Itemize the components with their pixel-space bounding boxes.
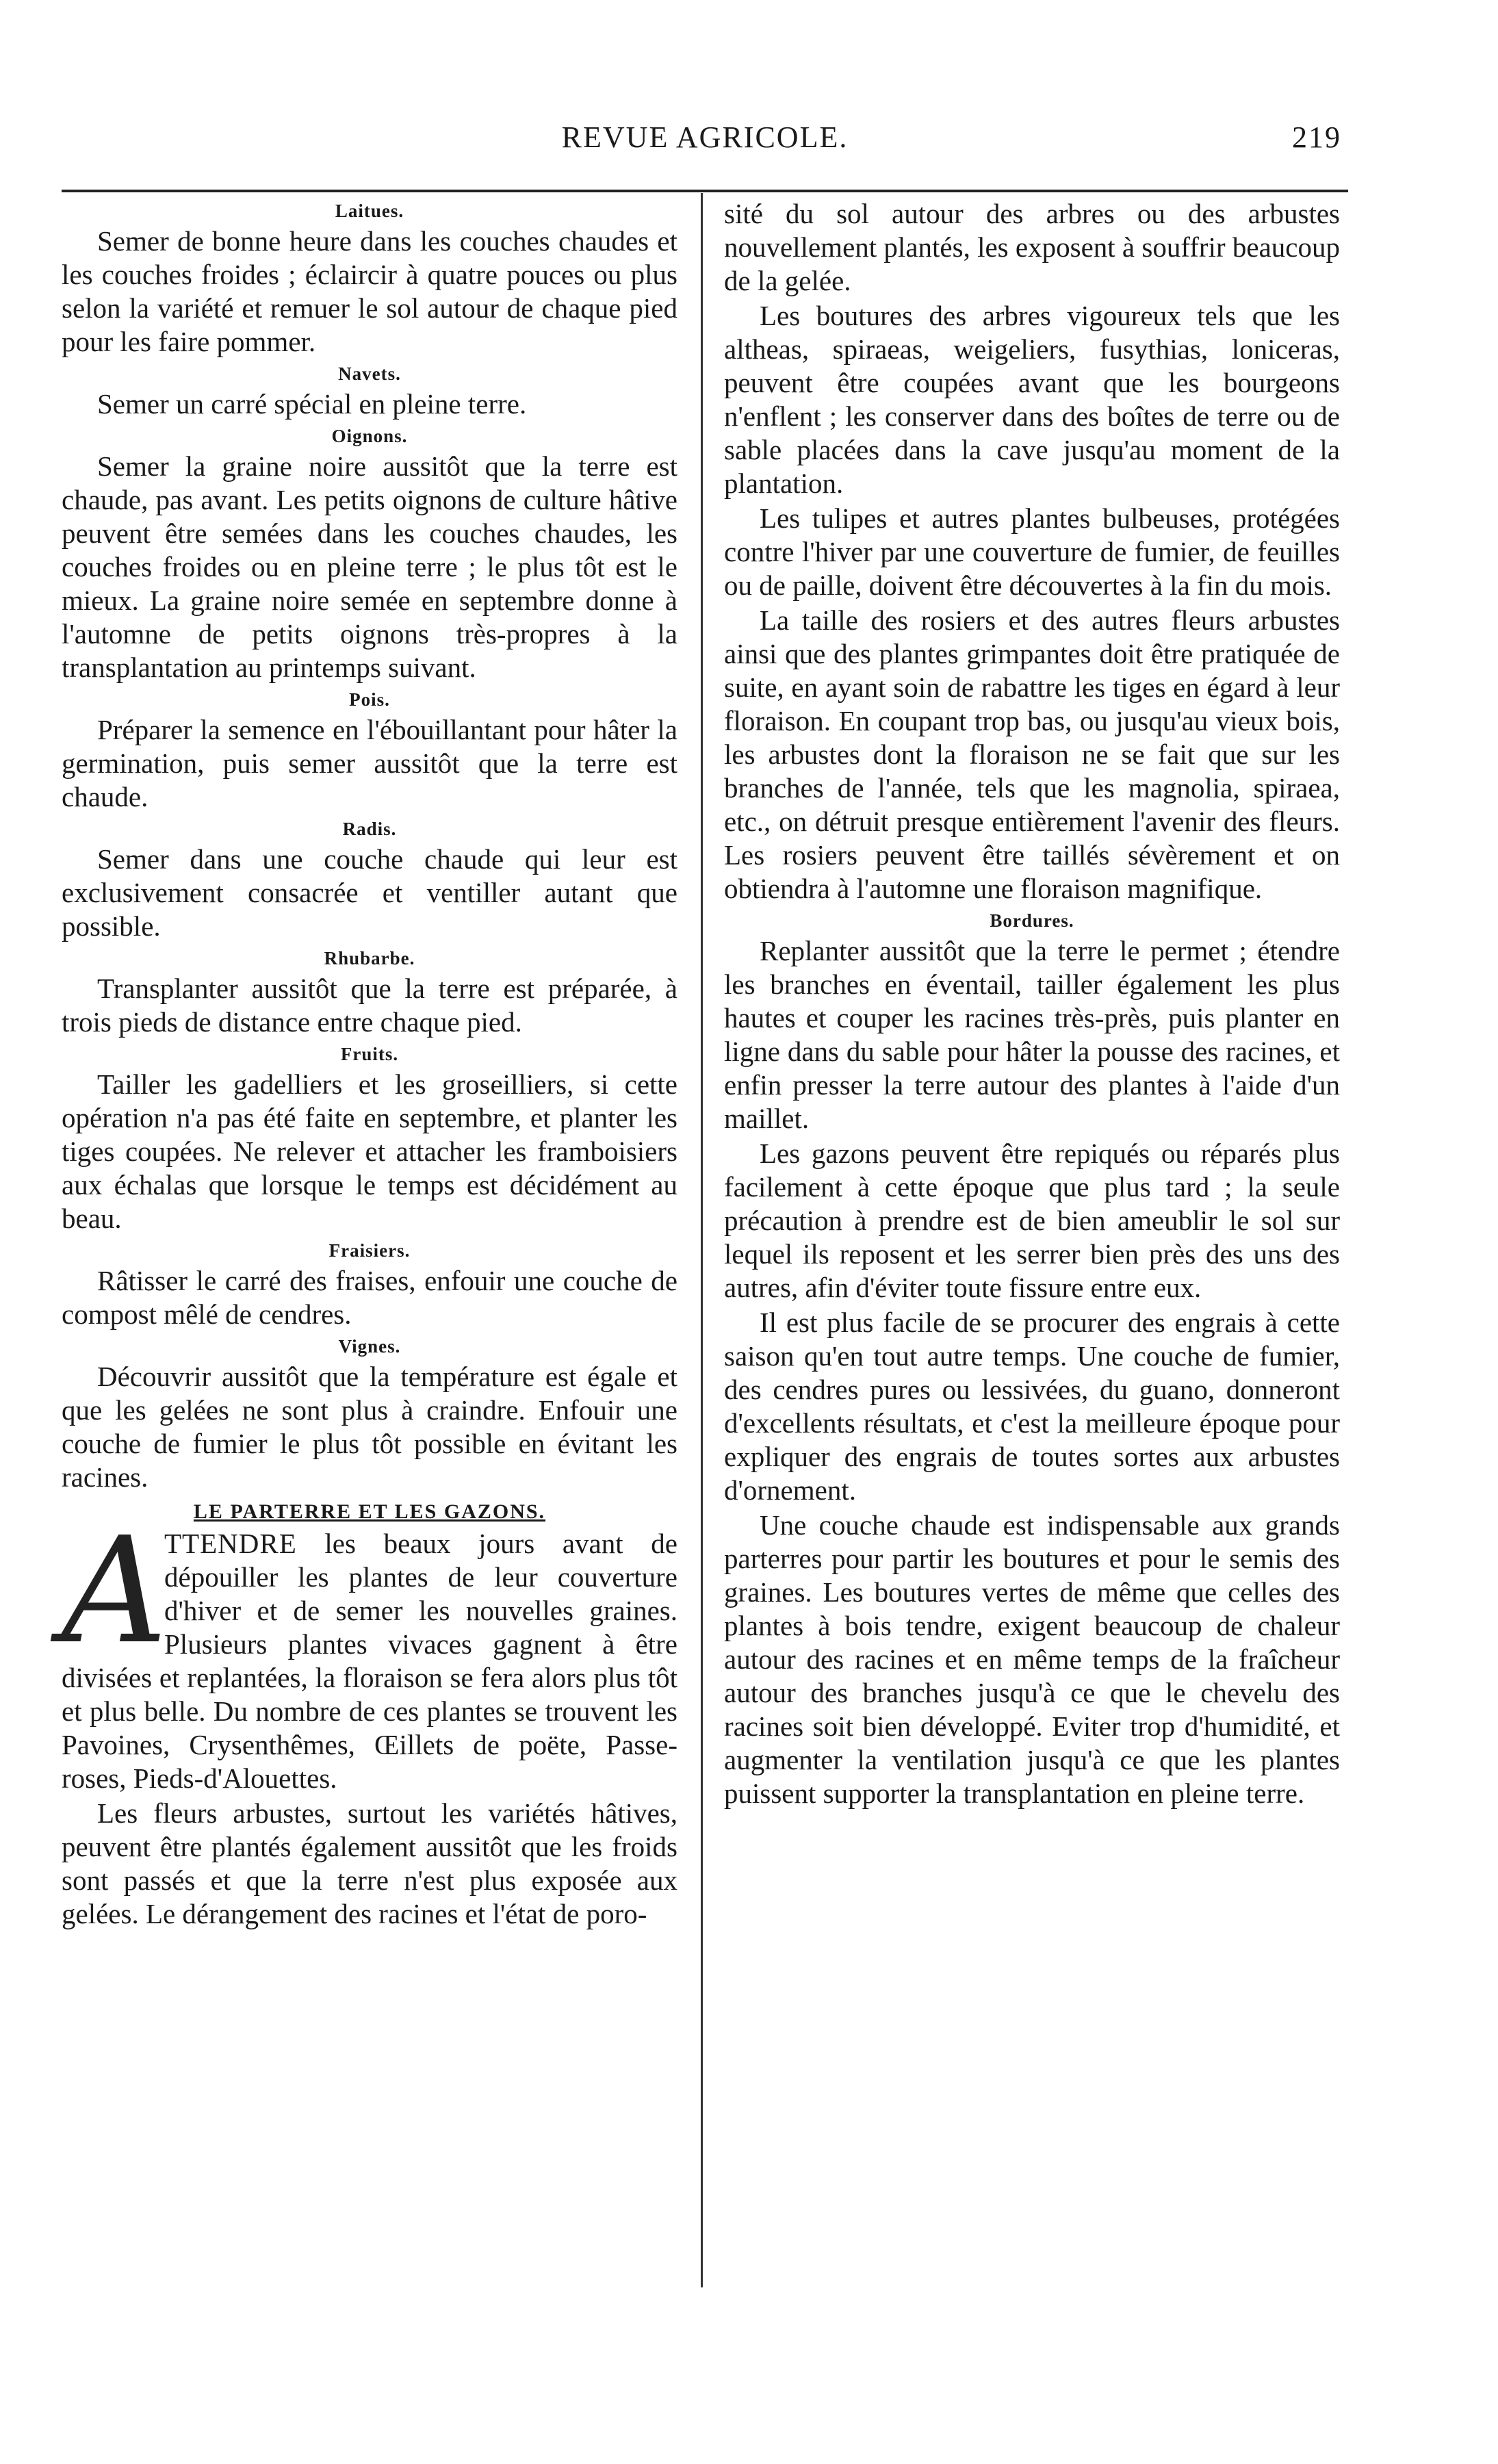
paragraph-rosiers: La taille des rosiers et des autres fleurs arbustes ainsi que des plantes grimpantes doit être pratiquée de suite, en ayant soin de rabattre les tiges en égard à leur floraison. En coupant trop bas, ou jusqu'au vieux bois, les arbustes dont la floraison ne se fait que sur les branches de l'année, tels que les magnolia, spiraea, etc., on détruit presque entièrement l'avenir des fleurs. Les rosiers peuvent être taillés sévèrement et on obtiendra à l'automne une floraison magnifique. (724, 604, 1340, 904)
paragraph-continuation: sité du sol autour des arbres ou des arbustes nouvellement plantés, les exposent à souffrir beaucoup de la gelée. (724, 198, 1340, 296)
subheading-fraisiers: Fraisiers. (328, 1240, 411, 1261)
subheading-vignes: Vignes. (338, 1336, 401, 1357)
dropcap-lead-word: TTENDRE (164, 1528, 297, 1559)
paragraph-engrais: Il est plus facile de se procurer des engrais à cette saison qu'en tout autre temps. Une couche de fumier, des cendres pures ou lessivées, du guano, donneront d'excellents résultats, et c'est la meilleure époque pour expliquer des engrais de toutes sortes aux arbustes d'ornement. (724, 1307, 1340, 1506)
paragraph-rhubarbe: Transplanter aussitôt que la terre est préparée, à trois pieds de distance entre chaque pied. (62, 973, 677, 1038)
subheading-fruits: Fruits. (340, 1044, 399, 1064)
paragraph-vignes: Découvrir aussitôt que la température est égale et que les gelées ne sont plus à craindre. Enfouir une couche de fumier le plus tôt possible en évitant les racines. (62, 1361, 677, 1493)
section-title-parterre: LE PARTERRE ET LES GAZONS. (193, 1500, 546, 1523)
paragraph-fruits: Tailler les gadelliers et les groseilliers, si cette opération n'a pas été faite en septembre, et planter les tiges coupées. Ne relever et attacher les framboisiers aux échalas que lorsque le temps est décidément au beau. (62, 1068, 677, 1234)
subheading-bordures: Bordures. (990, 910, 1074, 931)
paragraph-radis: Semer dans une couche chaude qui leur est exclusivement consacrée et ventiller autant que possible. (62, 843, 677, 942)
subheading-pois: Pois. (349, 689, 390, 710)
paragraph-tulipes: Les tulipes et autres plantes bulbeuses, protégées contre l'hiver par une couverture de fumier, de feuilles ou de paille, doivent être découvertes à la fin du mois. (724, 502, 1340, 601)
subheading-oignons: Oignons. (331, 426, 408, 446)
subheading-navets: Navets. (338, 363, 401, 384)
running-title: REVUE AGRICOLE. (561, 120, 849, 154)
paragraph-gazons: Les gazons peuvent être repiqués ou réparés plus facilement à cette époque que plus tard ; la seule précaution à prendre est de bien ameublir le sol sur lequel ils reposent et les serrer bien près des uns des autres, afin d'éviter toute fissure entre eux. (724, 1138, 1340, 1303)
paragraph-boutures: Les boutures des arbres vigoureux tels que les altheas, spiraeas, weigeliers, fusythias, loniceras, peuvent être coupées avant que les bourgeons n'enflent ; les conserver dans des boîtes de terre ou de sable placées dans la cave jusqu'au moment de la plantation. (724, 300, 1340, 499)
paragraph-couche-chaude: Une couche chaude est indispensable aux grands parterres pour partir les boutures et pour le semis des graines. Les boutures vertes de même que celles des plantes à bois tendre, exigent beaucoup de chaleur autour des racines et en même temps de la fraîcheur autour des branches jusqu'à ce que le chevelu des racines soit bien développé. Eviter trop d'humidité, et augmenter la ventilation jusqu'à ce que les plantes puissent supporter la transplantation en pleine terre. (724, 1509, 1340, 1809)
right-column (724, 197, 1340, 1812)
page-number: 219 (1292, 120, 1341, 154)
paragraph-fraisiers: Râtisser le carré des fraises, enfouir une couche de compost mêlé de cendres. (62, 1265, 677, 1330)
paragraph-replanter: Replanter aussitôt que la terre le permet ; étendre les branches en éventail, tailler également les plus hautes et couper les racines très-près, puis planter en ligne dans du sable pour hâter la pousse des racines, et enfin presser la terre autour des plantes à l'aide d'un maillet. (724, 935, 1340, 1134)
paragraph-laitues: Semer de bonne heure dans les couches chaudes et les couches froides ; éclaircir à quatre pouces ou plus selon la variété et remuer le sol autour de chaque pied pour les faire pommer. (62, 225, 677, 357)
left-column (62, 197, 677, 1932)
paragraph-fleurs-arbustes: Les fleurs arbustes, surtout les variétés hâtives, peuvent être plantés également aussitôt que les froids sont passés et que la terre n'est plus exposée aux gelées. Le dérangement des racines et l'état de poro- (62, 1797, 677, 1929)
subheading-radis: Radis. (342, 819, 397, 839)
paragraph-pois: Préparer la semence en l'ébouillantant pour hâter la germination, puis semer aussitôt que la terre est chaude. (62, 714, 677, 812)
paragraph-navets: Semer un carré spécial en pleine terre. (97, 388, 527, 420)
parterre-intro-text: les beaux jours avant de dépouiller les plantes de leur couverture d'hiver et de semer les nouvelles graines. Plusieurs plantes vivaces gagnent à être divisées et replantées, la floraison se fera alors plus tôt et plus belle. Du nombre de ces plantes se trouvent les Pavoines, Crysenthêmes, Œillets de poëte, Passe-roses, Pieds-d'Alouettes. (62, 1528, 677, 1794)
column-divider (701, 193, 703, 2287)
subheading-rhubarbe: Rhubarbe. (324, 948, 415, 968)
paragraph-oignons: Semer la graine noire aussitôt que la terre est chaude, pas avant. Les petits oignons de culture hâtive peuvent être semées dans les couches chaudes, les couches froides ou en pleine terre ; le plus tôt est le mieux. La graine noire semée en septembre donne à l'automne de petits oignons très-propres à la transplantation au printemps suivant. (62, 450, 677, 683)
ornamental-dropcap: A (62, 1506, 168, 1676)
header-rule (62, 190, 1348, 192)
subheading-laitues: Laitues. (335, 201, 404, 221)
running-head (62, 120, 1348, 168)
